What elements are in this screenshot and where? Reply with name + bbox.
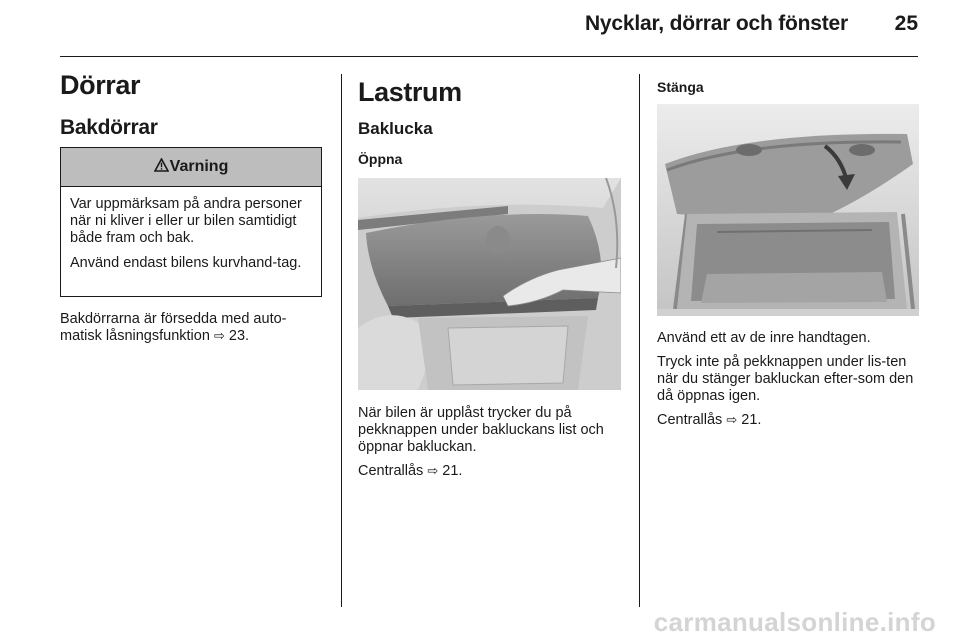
oppna-paragraph: När bilen är upplåst trycker du på pekknappen under bakluckans list och öppnar bakluckan.: [358, 405, 604, 455]
tailgate-open-photo: [358, 178, 621, 390]
subsection-title-baklucka: Baklucka: [358, 119, 433, 138]
reference-label: Centrallås: [657, 412, 723, 428]
stanga-paragraph-1: Använd ett av de inre handtagen.: [657, 330, 871, 346]
stanga-paragraph-2: Tryck inte på pekknappen under lis-ten när du stänger bakluckan efter-som den då öppnas igen.: [657, 354, 914, 404]
reference-label: Centrallås: [358, 463, 424, 479]
tailgate-close-photo: [657, 104, 919, 316]
cross-reference-link[interactable]: 23.: [228, 328, 250, 344]
bakdorrar-body-paragraph: [60, 311, 326, 345]
warning-header: [61, 148, 321, 187]
cross-reference-arrow-icon: ⇨: [726, 413, 738, 428]
cross-reference-link[interactable]: 21.: [741, 412, 762, 428]
warning-text-1: Var uppmärksam på andra personer när ni kliver i eller ur bilen samtidigt både fram och bak.: [70, 196, 302, 246]
watermark: carmanualsonline.info: [653, 607, 936, 637]
stanga-reference: [657, 412, 919, 429]
column-divider-2: [639, 74, 640, 607]
cross-reference-arrow-icon: ⇨: [427, 464, 439, 479]
subsection-title-bakdorrar: Bakdörrar: [60, 116, 158, 139]
running-header-title: Nycklar, dörrar och fönster: [584, 12, 848, 35]
warning-text-2: Använd endast bilens kurvhand-tag.: [70, 255, 302, 271]
section-title-lastrum: Lastrum: [358, 77, 462, 107]
section-title-dorrar: Dörrar: [60, 70, 141, 100]
heading-oppna: Öppna: [358, 151, 403, 167]
cross-reference-arrow-icon: ⇨: [213, 329, 225, 344]
warning-triangle-icon: [154, 158, 170, 177]
oppna-reference: [358, 463, 620, 480]
heading-stanga: Stänga: [657, 79, 704, 95]
header-rule: [60, 56, 918, 57]
column-divider-1: [341, 74, 342, 607]
warning-label: Varning: [169, 158, 229, 175]
warning-box: [60, 147, 322, 297]
cross-reference-link[interactable]: 21.: [442, 463, 463, 479]
bakdorrar-body-text: Bakdörrarna är försedda med auto-matisk låsningsfunktion: [60, 311, 287, 344]
page-number: 25: [894, 12, 918, 35]
